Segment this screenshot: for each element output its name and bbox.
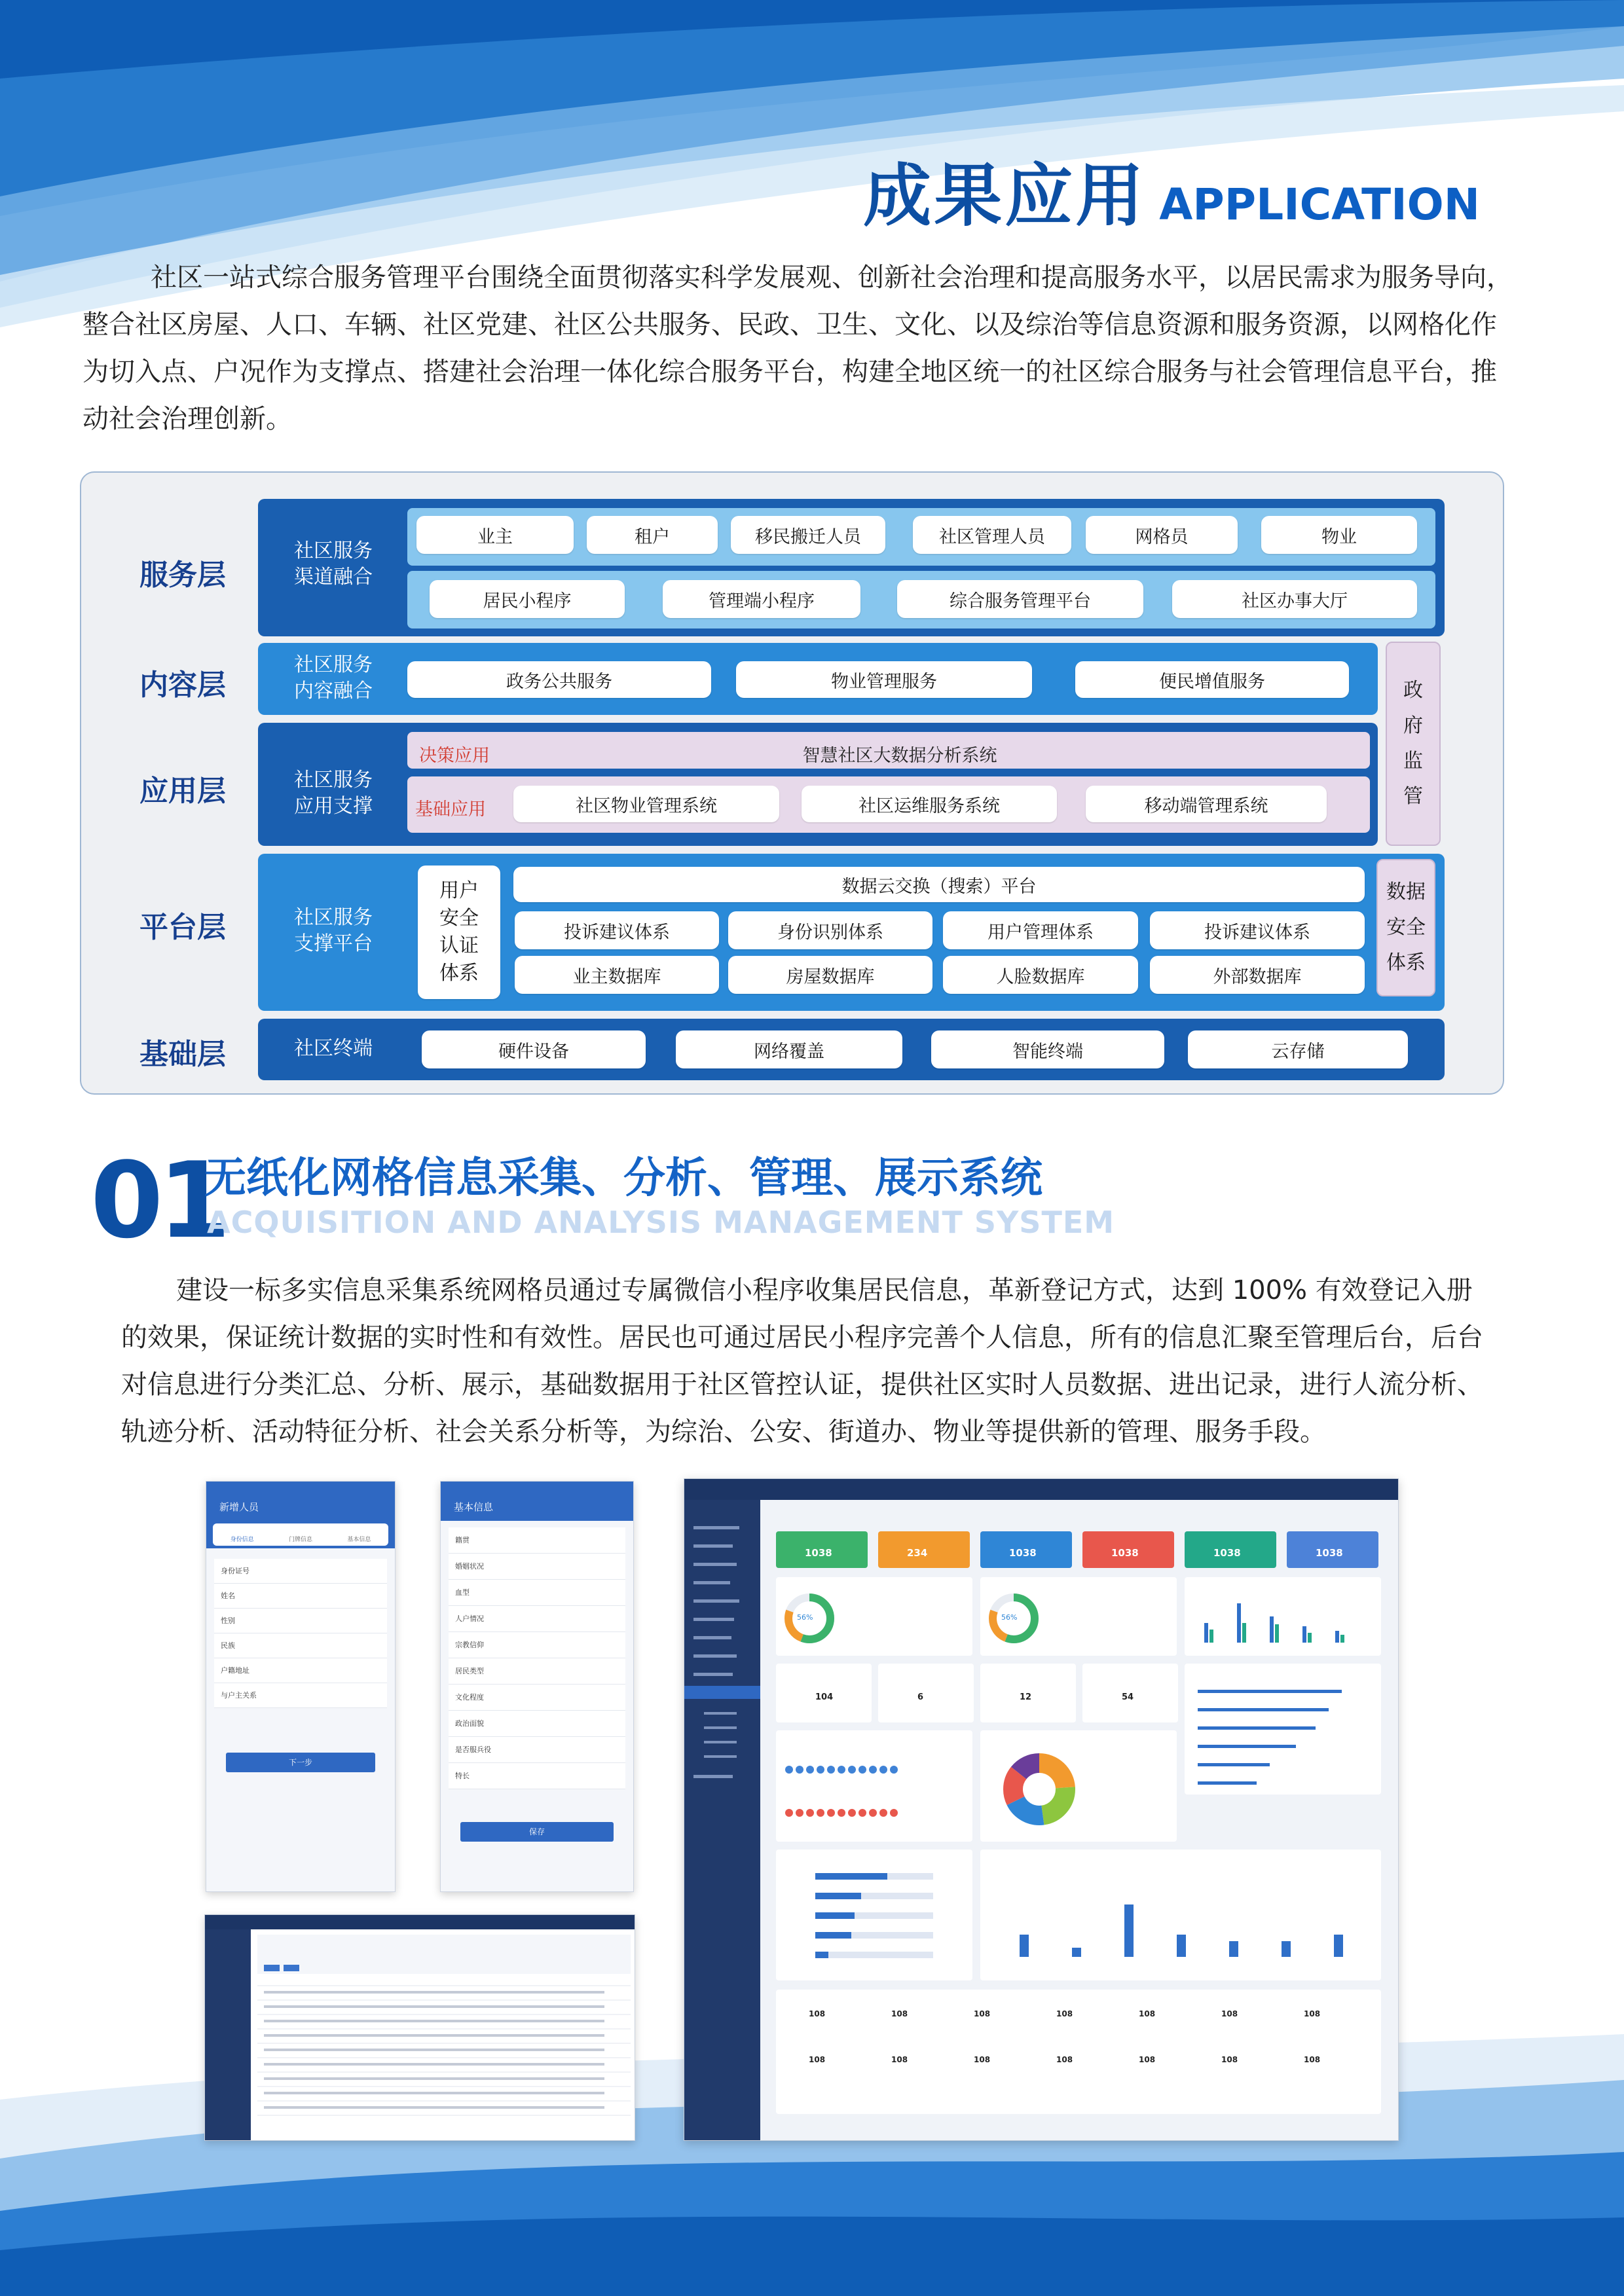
- dashboard-panel-house: [776, 1577, 972, 1656]
- layer-label-application: 应用层: [139, 774, 226, 808]
- external-database: 外部数据库: [1150, 956, 1365, 994]
- platform-complaint-system-1: 投诉建议体系: [515, 911, 719, 949]
- dashboard-top-bar: [684, 1479, 1398, 1500]
- house-database: 房屋数据库: [728, 956, 932, 994]
- table-sidebar: [205, 1929, 251, 2140]
- stat-card-4: 1038: [1082, 1531, 1174, 1568]
- content-layer-band: [258, 643, 1378, 715]
- layer-label-base: 基础层: [139, 1038, 226, 1071]
- donut-2-label: 56%: [1001, 1613, 1018, 1622]
- data-exchange-platform: 数据云交换（搜索）平台: [513, 867, 1365, 902]
- age-bar-list: [776, 1850, 972, 1980]
- step-basic: 基本信息: [347, 1537, 371, 1543]
- owner-database: 业主数据库: [515, 956, 719, 994]
- phone-screenshot-basic-info: [440, 1481, 634, 1892]
- platform-user-management-system: 用户管理体系: [943, 911, 1138, 949]
- form-row[interactable]: 与户主关系: [214, 1683, 387, 1708]
- decision-app-label: 决策应用: [419, 746, 490, 766]
- stat-card-1: 1038: [776, 1531, 868, 1568]
- base-item-hardware: 硬件设备: [422, 1030, 646, 1068]
- platform-layer-title: 社区服务 支撑平台: [294, 906, 373, 955]
- user-type-migrant: 移民搬迁人员: [731, 516, 885, 554]
- channel-service-hall: 社区办事大厅: [1172, 580, 1417, 618]
- dashboard-sidebar: [684, 1500, 760, 2140]
- stat-card-6: 1038: [1287, 1531, 1378, 1568]
- page-title: [863, 141, 1480, 239]
- phone-stepper: [206, 1521, 395, 1548]
- layer-label-content: 内容层: [139, 668, 226, 702]
- base-item-network: 网络覆盖: [676, 1030, 902, 1068]
- layer-label-service: 服务层: [139, 558, 226, 592]
- table-grid-graphic: [257, 1935, 631, 2135]
- save-button[interactable]: 保存: [460, 1822, 614, 1842]
- horizontal-bar-list: [1185, 1664, 1381, 1795]
- basic-app-label: 基础应用: [415, 799, 486, 820]
- small-bar-chart: [1185, 1577, 1381, 1656]
- service-layer-band: [258, 499, 1445, 636]
- platform-complaint-system-2: 投诉建议体系: [1150, 911, 1365, 949]
- next-step-button[interactable]: 下一步: [226, 1753, 375, 1772]
- form-row[interactable]: 血型: [449, 1580, 625, 1606]
- base-item-cloud-storage: 云存储: [1188, 1030, 1408, 1068]
- admin-table-screenshot: [204, 1914, 635, 2141]
- count-card-1: 104: [776, 1664, 872, 1722]
- section-number: 01: [90, 1139, 226, 1262]
- phone-status-bar: [441, 1482, 633, 1493]
- user-type-grid-worker: 网格员: [1086, 516, 1238, 554]
- count-card-3: 12: [980, 1664, 1076, 1722]
- dashboard-panel-flow: [1185, 1664, 1381, 1795]
- section-subtitle: ACQUISITION AND ANALYSIS MANAGEMENT SYSTEM: [207, 1205, 1115, 1240]
- gender-pictogram: [776, 1730, 972, 1842]
- architecture-diagram: [80, 471, 1504, 1095]
- government-supervision-box: 政府监管: [1386, 642, 1441, 846]
- content-item-government: 政务公共服务: [407, 661, 711, 698]
- platform-layer-band: [258, 854, 1445, 1011]
- phone-nav-title: 基本信息: [441, 1493, 633, 1521]
- form-row[interactable]: 籍贯: [449, 1527, 625, 1554]
- basic-app-ops-system: 社区运维服务系统: [802, 786, 1057, 822]
- stat-card-3: 1038: [980, 1531, 1072, 1568]
- base-layer-title: 社区终端: [294, 1037, 373, 1060]
- user-type-tenant: 租户: [587, 516, 718, 554]
- form-row[interactable]: 居民类型: [449, 1658, 625, 1685]
- dashboard-panel-population: [980, 1577, 1177, 1656]
- data-security-box: 数据安全体系: [1376, 859, 1435, 996]
- section-title: 无纸化网格信息采集、分析、管理、展示系统: [204, 1154, 1043, 1203]
- dashboard-panel-pie: [980, 1730, 1177, 1842]
- user-type-community-manager: 社区管理人员: [913, 516, 1071, 554]
- service-layer-title: 社区服务 渠道融合: [294, 539, 373, 589]
- dashboard-panel-bars: [1185, 1577, 1381, 1656]
- form-row[interactable]: 性别: [214, 1609, 387, 1633]
- decision-app-item: 智慧社区大数据分析系统: [802, 746, 997, 766]
- dashboard-sidebar-menu: [684, 1500, 760, 2141]
- layer-label-platform: 平台层: [139, 911, 226, 944]
- content-layer-title: 社区服务 内容融合: [294, 653, 373, 702]
- form-row[interactable]: 人户情况: [449, 1606, 625, 1632]
- dashboard-panel-column: [980, 1850, 1381, 1980]
- form-row[interactable]: 特长: [449, 1763, 625, 1789]
- title-english: APPLICATION: [1159, 179, 1480, 230]
- channel-resident-miniprogram: 居民小程序: [430, 580, 625, 618]
- application-layer-title: 社区服务 应用支撑: [294, 769, 373, 818]
- table-top-bar: [205, 1915, 635, 1929]
- title-chinese: 成果应用: [863, 156, 1147, 236]
- form-row[interactable]: 政治面貌: [449, 1711, 625, 1737]
- dashboard-panel-summary: 108 108 108 108 108 108 108 108 108 108 108 108 108 108: [776, 1990, 1381, 2114]
- form-row[interactable]: 是否服兵役: [449, 1737, 625, 1763]
- user-type-property: 物业: [1261, 516, 1417, 554]
- phone-status-bar: [206, 1482, 395, 1493]
- column-chart: [980, 1850, 1381, 1980]
- stat-card-5: 1038: [1185, 1531, 1276, 1568]
- donut-1-label: 56%: [797, 1613, 813, 1622]
- dashboard-panel-gender: [776, 1730, 972, 1842]
- stat-card-2: 234: [878, 1531, 970, 1568]
- dashboard-screenshot: [684, 1478, 1399, 2141]
- form-row[interactable]: 婚姻状况: [449, 1554, 625, 1580]
- form-row[interactable]: 姓名: [214, 1584, 387, 1609]
- basic-app-mobile-system: 移动端管理系统: [1086, 786, 1327, 822]
- user-type-owner: 业主: [416, 516, 574, 554]
- intro-paragraph: 社区一站式综合服务管理平台围绕全面贯彻落实科学发展观、创新社会治理和提高服务水平，以居民需求为服务导向，整合社区房屋、人口、车辆、社区党建、社区公共服务、民政、卫生、文化、以及综治等信息资源和服务资源，以网格化作为切入点、户况作为支撑点、搭建社会治理一体化综合服务平台，构建全地区统一的社区综合服务与社会管理信息平台，推动社会治理创新。: [83, 263, 1513, 434]
- step-identity: 身份信息: [230, 1537, 254, 1543]
- step-door: 门牌信息: [288, 1537, 312, 1543]
- content-item-property: 物业管理服务: [736, 661, 1032, 698]
- form-row[interactable]: 民族: [214, 1633, 387, 1658]
- section-body: 建设一标多实信息采集系统网格员通过专属微信小程序收集居民信息，革新登记方式，达到 100% 有效登记入册的效果，保证统计数据的实时性和有效性。居民也可通过居民小程序完善个人信息，所有的信息汇聚至管理后台，后台对信息进行分类汇总、分析、展示，基础数据用于社区管控认证，提供社区实时人员数据、进出记录，进行人流分析、轨迹分析、活动特征分析、社会关系分析等，为综治、公安、街道办、物业等提供新的管理、服务手段。: [121, 1275, 1483, 1447]
- rose-pie-chart: [993, 1743, 1085, 1835]
- base-layer-band: [258, 1019, 1445, 1080]
- form-row[interactable]: 宗教信仰: [449, 1632, 625, 1658]
- face-database: 人脸数据库: [943, 956, 1138, 994]
- form-row[interactable]: 户籍地址: [214, 1658, 387, 1683]
- phone-nav-title: 新增人员: [206, 1493, 395, 1521]
- count-card-4: 54: [1082, 1664, 1178, 1722]
- form-row[interactable]: 身份证号: [214, 1559, 387, 1584]
- channel-service-platform: 综合服务管理平台: [897, 580, 1143, 618]
- content-item-convenience: 便民增值服务: [1075, 661, 1349, 698]
- form-row[interactable]: 文化程度: [449, 1685, 625, 1711]
- phone-screenshot-add-person: [206, 1481, 396, 1892]
- count-card-2: 6: [878, 1664, 974, 1722]
- base-item-smart-terminal: 智能终端: [931, 1030, 1164, 1068]
- channel-admin-miniprogram: 管理端小程序: [663, 580, 860, 618]
- user-security-auth-system: 用户安全认证体系: [418, 866, 500, 999]
- application-layer-band: [258, 723, 1378, 846]
- dashboard-panel-age: [776, 1850, 972, 1980]
- platform-identity-system: 身份识别体系: [728, 911, 932, 949]
- basic-app-property-system: 社区物业管理系统: [513, 786, 779, 822]
